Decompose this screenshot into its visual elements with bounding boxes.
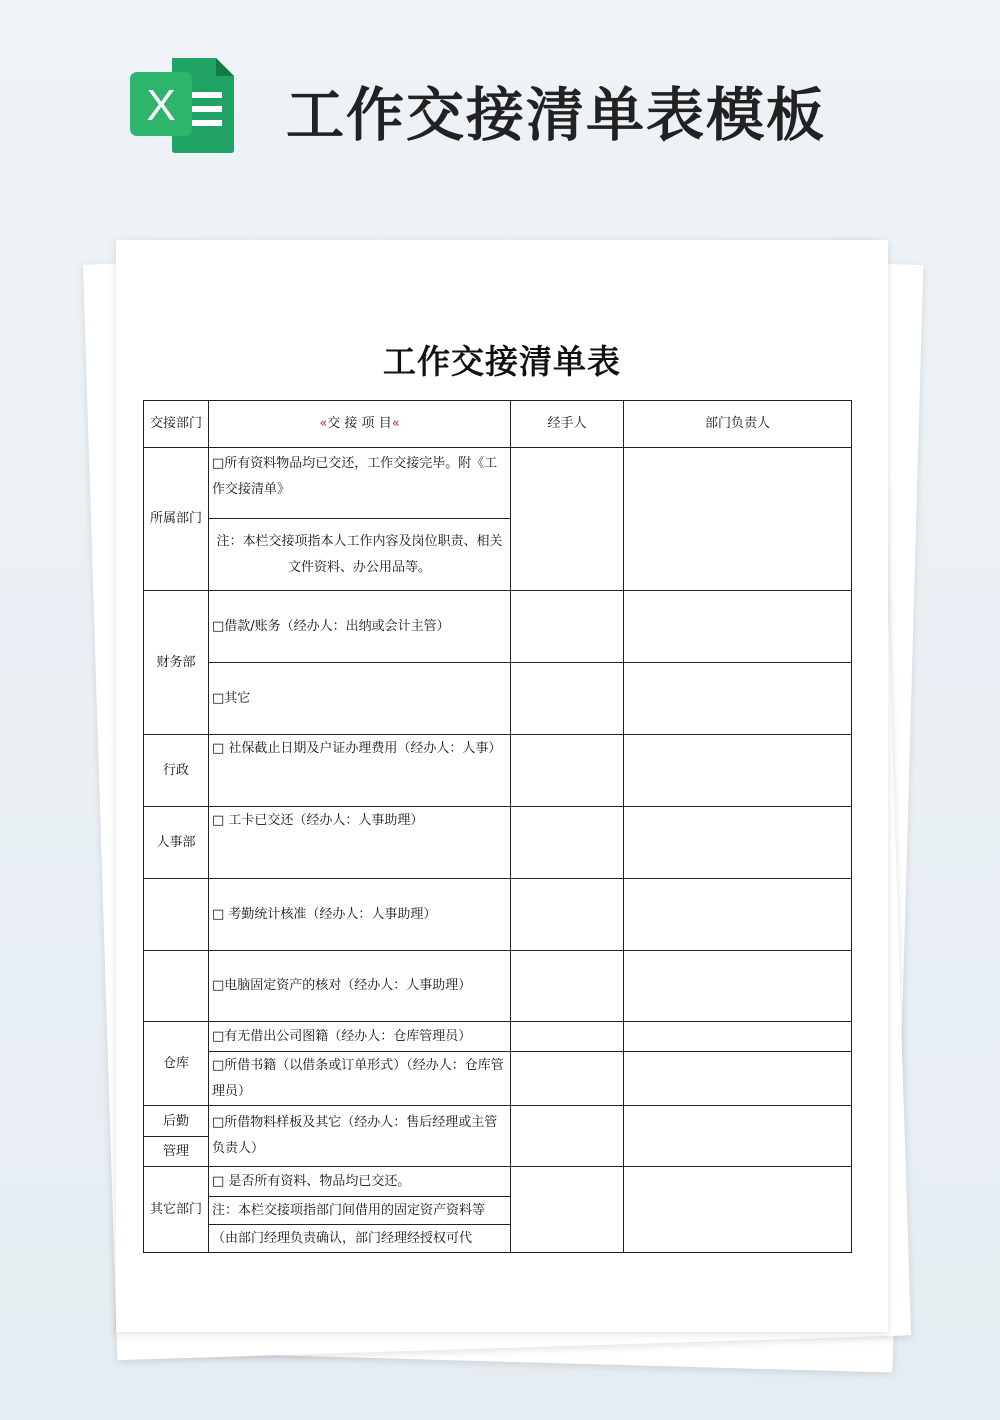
manager-cell[interactable] bbox=[624, 1052, 852, 1106]
item-logistics[interactable]: □所借物料样板及其它（经办人：售后经理或主管负责人） bbox=[209, 1106, 511, 1167]
table-row bbox=[144, 1022, 852, 1052]
handler-cell[interactable] bbox=[511, 879, 624, 951]
dept-logistics-line1: 后勤 bbox=[144, 1107, 208, 1137]
handler-cell[interactable] bbox=[511, 591, 624, 663]
handler-cell[interactable] bbox=[511, 1022, 624, 1052]
header-items-label: 交 接 项 目 bbox=[327, 416, 392, 431]
note-own: 注：本栏交接项指本人工作内容及岗位职责、相关文件资料、办公用品等。 bbox=[209, 519, 511, 591]
dept-finance: 财务部 bbox=[144, 591, 209, 735]
item-hr-card[interactable]: □ 工卡已交还（经办人：人事助理） bbox=[209, 807, 511, 879]
manager-cell[interactable] bbox=[624, 448, 852, 591]
table-row bbox=[144, 448, 852, 519]
header-dept: 交接部门 bbox=[144, 401, 209, 448]
manager-cell[interactable] bbox=[624, 951, 852, 1022]
manager-cell[interactable] bbox=[624, 591, 852, 663]
manager-cell[interactable] bbox=[624, 1167, 852, 1253]
header-handler: 经手人 bbox=[511, 401, 624, 448]
manager-cell[interactable] bbox=[624, 1022, 852, 1052]
excel-icon bbox=[128, 56, 236, 154]
manager-cell[interactable] bbox=[624, 735, 852, 807]
banner bbox=[0, 0, 1000, 200]
handler-cell[interactable] bbox=[511, 1167, 624, 1253]
table-row bbox=[144, 1106, 852, 1167]
dept-logistics-line2: 管理 bbox=[162, 1143, 189, 1159]
manager-cell[interactable] bbox=[624, 879, 852, 951]
quote-mark: « bbox=[319, 416, 328, 431]
header-manager: 部门负责人 bbox=[624, 401, 852, 448]
item-admin[interactable]: □ 社保截止日期及户证办理费用（经办人：人事） bbox=[209, 735, 511, 807]
manager-cell[interactable] bbox=[624, 807, 852, 879]
item-warehouse-borrowed[interactable]: □所借书籍（以借条或订单形式）（经办人：仓库管理员） bbox=[209, 1052, 511, 1106]
dept-logistics bbox=[144, 1106, 209, 1167]
svg-text:X: X bbox=[146, 81, 176, 130]
table-row bbox=[144, 663, 852, 735]
table-row bbox=[144, 1167, 852, 1197]
banner-title: 工作交接清单表模板 bbox=[286, 81, 827, 149]
handler-cell[interactable] bbox=[511, 663, 624, 735]
table-row bbox=[144, 591, 852, 663]
item-finance-loan[interactable]: □借款/账务（经办人：出纳或会计主管） bbox=[209, 591, 511, 663]
quote-mark: « bbox=[391, 416, 400, 431]
dept-hr: 人事部 bbox=[144, 807, 209, 879]
manager-cell[interactable] bbox=[624, 1106, 852, 1167]
table-row bbox=[144, 951, 852, 1022]
manager-cell[interactable] bbox=[624, 663, 852, 735]
dept-admin: 行政 bbox=[144, 735, 209, 807]
item-own[interactable]: □所有资料物品均已交还，工作交接完毕。附《工作交接清单》 bbox=[209, 448, 511, 519]
table-row bbox=[144, 879, 852, 951]
handler-cell[interactable] bbox=[511, 1106, 624, 1167]
dept-empty bbox=[144, 951, 209, 1022]
table-row bbox=[144, 807, 852, 879]
dept-other: 其它部门 bbox=[144, 1167, 209, 1253]
item-assets[interactable]: □电脑固定资产的核对（经办人：人事助理） bbox=[209, 951, 511, 1022]
item-attendance[interactable]: □ 考勤统计核准（经办人：人事助理） bbox=[209, 879, 511, 951]
note-other-2: （由部门经理负责确认，部门经理经授权可代 bbox=[209, 1225, 511, 1253]
dept-own: 所属部门 bbox=[144, 448, 209, 591]
item-warehouse-books[interactable]: □有无借出公司图籍（经办人：仓库管理员） bbox=[209, 1022, 511, 1052]
note-other-1: 注：本栏交接项指部门间借用的固定资产资料等 bbox=[209, 1197, 511, 1225]
dept-warehouse: 仓库 bbox=[144, 1022, 209, 1106]
document-title: 工作交接清单表 bbox=[383, 342, 621, 381]
handover-table bbox=[143, 400, 852, 1253]
item-other[interactable]: □ 是否所有资料、物品均已交还。 bbox=[209, 1167, 511, 1197]
handler-cell[interactable] bbox=[511, 951, 624, 1022]
table-row bbox=[144, 735, 852, 807]
header-items bbox=[209, 401, 511, 448]
handler-cell[interactable] bbox=[511, 735, 624, 807]
item-finance-other[interactable]: □其它 bbox=[209, 663, 511, 735]
handler-cell[interactable] bbox=[511, 448, 624, 591]
table-row bbox=[144, 1052, 852, 1106]
handler-cell[interactable] bbox=[511, 1052, 624, 1106]
dept-empty bbox=[144, 879, 209, 951]
table-header-row bbox=[144, 401, 852, 448]
handler-cell[interactable] bbox=[511, 807, 624, 879]
